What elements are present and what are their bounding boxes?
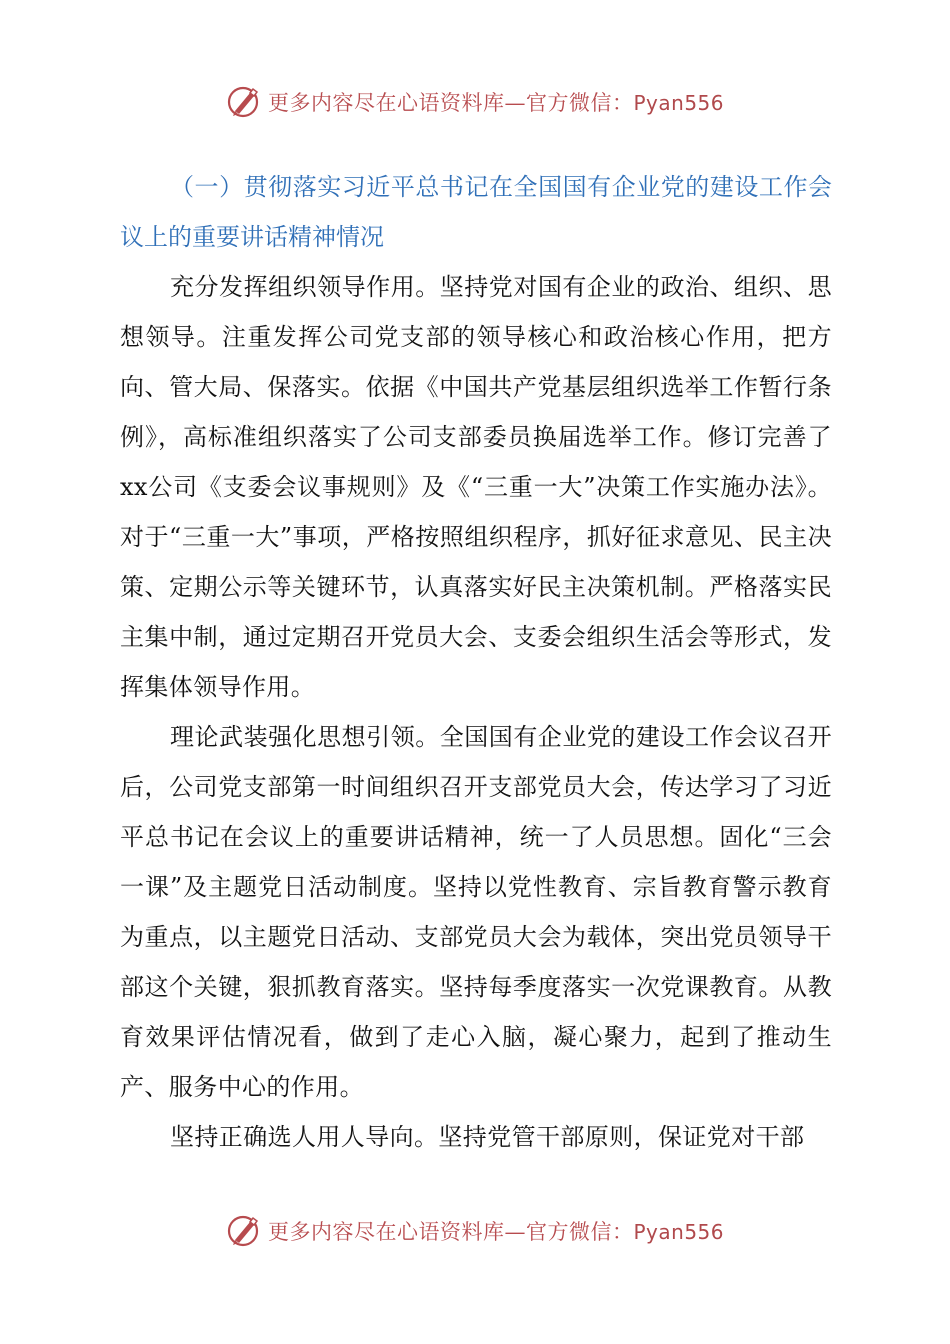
document-body bbox=[120, 162, 832, 1162]
paragraph-personnel-selection: 坚持正确选人用人导向。坚持党管干部原则，保证党对干部 bbox=[170, 1123, 805, 1151]
pen-nib-logo-icon bbox=[226, 84, 262, 120]
section-heading: （一）贯彻落实习近平总书记在全国国有企业党的建设工作会议上的重要讲话精神情况 bbox=[120, 173, 832, 251]
watermark-wechat-label: 官方微信： bbox=[525, 1220, 634, 1244]
watermark-separator: — bbox=[504, 91, 526, 115]
watermark-banner-bottom bbox=[0, 1211, 950, 1251]
watermark-main-text: 更多内容尽在心语资料库 bbox=[267, 91, 505, 115]
paragraph-organization-leadership: 充分发挥组织领导作用。坚持党对国有企业的政治、组织、思想领导。注重发挥公司党支部的领导核心和政治核心作用，把方向、管大局、保落实。依据《中国共产党基层组织选举工作暂行条例》，高标准组织落实了公司支部委员换届选举工作。修订完善了xx公司《支委会议事规则》及《“三重一大”决策工作实施办法》。对于“三重一大”事项，严格按照组织程序，抓好征求意见、民主决策、定期公示等关键环节，认真落实好民主决策机制。严格落实民主集中制，通过定期召开党员大会、支委会组织生活会等形式，发挥集体领导作用。 bbox=[120, 273, 832, 701]
pen-nib-logo-icon bbox=[226, 1213, 262, 1249]
watermark-text bbox=[268, 1216, 724, 1246]
watermark-banner-top bbox=[0, 82, 950, 122]
watermark-wechat-id: Pyan556 bbox=[633, 91, 724, 115]
watermark-wechat-label: 官方微信： bbox=[525, 91, 634, 115]
paragraph-theory-armament: 理论武装强化思想引领。全国国有企业党的建设工作会议召开后，公司党支部第一时间组织召开支部党员大会，传达学习了习近平总书记在会议上的重要讲话精神，统一了人员思想。固化“三会一课”及主题党日活动制度。坚持以党性教育、宗旨教育警示教育为重点，以主题党日活动、支部党员大会为载体，突出党员领导干部这个关键，狠抓教育落实。坚持每季度落实一次党课教育。从教育效果评估情况看，做到了走心入脑，凝心聚力，起到了推动生产、服务中心的作用。 bbox=[120, 723, 832, 1101]
watermark-main-text: 更多内容尽在心语资料库 bbox=[267, 1220, 505, 1244]
watermark-separator: — bbox=[504, 1220, 526, 1244]
watermark-wechat-id: Pyan556 bbox=[633, 1220, 724, 1244]
watermark-text bbox=[268, 87, 724, 117]
